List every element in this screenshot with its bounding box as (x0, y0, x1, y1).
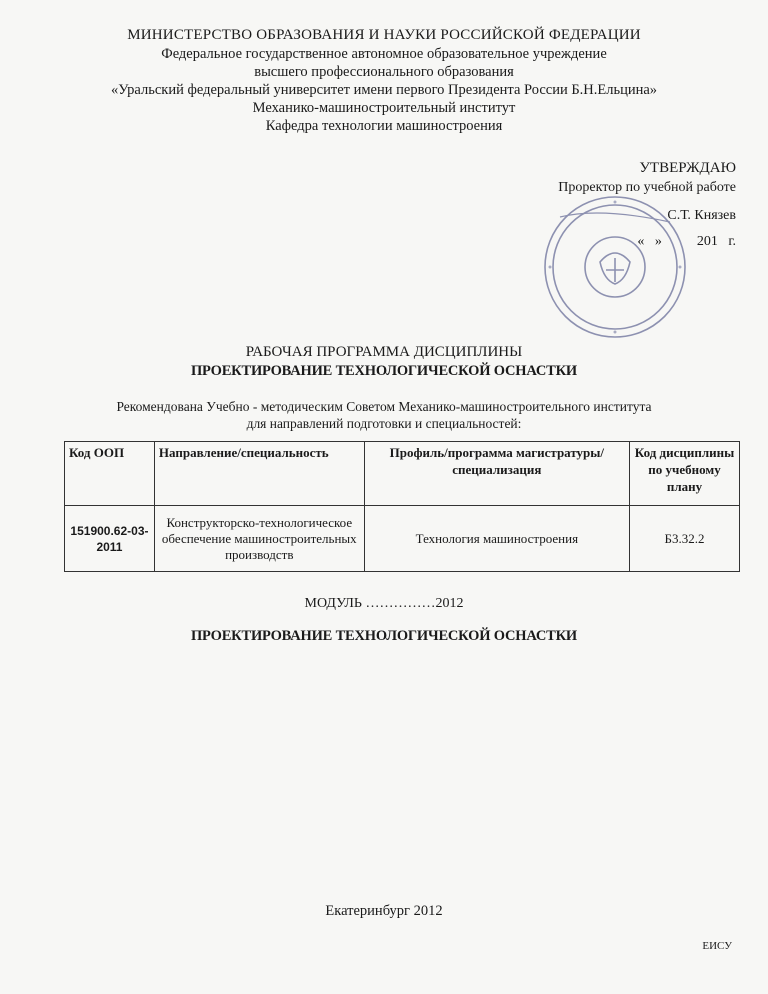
approval-date: « » 201 г. (637, 234, 736, 249)
program-subject: ПРОЕКТИРОВАНИЕ ТЕХНОЛОГИЧЕСКОЙ ОСНАСТКИ (190, 363, 578, 379)
table-header-row (65, 442, 740, 506)
cell-direction: Конструкторско-технологическое обеспечение машиностроительных производств (154, 506, 364, 572)
module-title: ПРОЕКТИРОВАНИЕ ТЕХНОЛОГИЧЕСКОЙ ОСНАСТКИ (190, 628, 578, 644)
education-level: высшего профессионального образования (254, 64, 514, 80)
table-row (65, 506, 740, 572)
footer-mark: ЕИСУ (702, 940, 732, 952)
cell-discipline-code: Б3.32.2 (630, 506, 740, 572)
approval-signer: С.Т. Князев (667, 208, 736, 223)
cell-profile: Технология машиностроения (364, 506, 629, 572)
recommendation-line1: Рекомендована Учебно - методическим Советом Механико-машиностроительного института (116, 399, 652, 414)
institute-name: Механико-машиностроительный институт (252, 100, 516, 116)
approval-position: Проректор по учебной работе (558, 180, 736, 195)
header-discipline-code: Код дисциплины по учебному плану (630, 442, 740, 506)
recommendation-line2: для направлений подготовки и специальностей: (246, 416, 522, 431)
header-direction: Направление/специальность (154, 442, 364, 506)
header-oop-code: Код ООП (65, 442, 155, 506)
program-title: РАБОЧАЯ ПРОГРАММА ДИСЦИПЛИНЫ (245, 344, 523, 360)
department-name: Кафедра технологии машиностроения (265, 118, 503, 134)
city-year: Екатеринбург 2012 (325, 903, 443, 919)
cell-oop-code: 151900.62-03-2011 (65, 506, 155, 572)
institution-type: Федеральное государственное автономное образовательное учреждение (161, 46, 607, 62)
module-label: МОДУЛЬ ……………2012 (304, 596, 464, 611)
program-table (64, 441, 740, 572)
approval-title: УТВЕРЖДАЮ (639, 160, 736, 176)
university-name: «Уральский федеральный университет имени первого Президента России Б.Н.Ельцина» (110, 82, 658, 98)
header-profile: Профиль/программа магистратуры/специализация (364, 442, 629, 506)
ministry-title: МИНИСТЕРСТВО ОБРАЗОВАНИЯ И НАУКИ РОССИЙСКОЙ ФЕДЕРАЦИИ (127, 27, 641, 43)
